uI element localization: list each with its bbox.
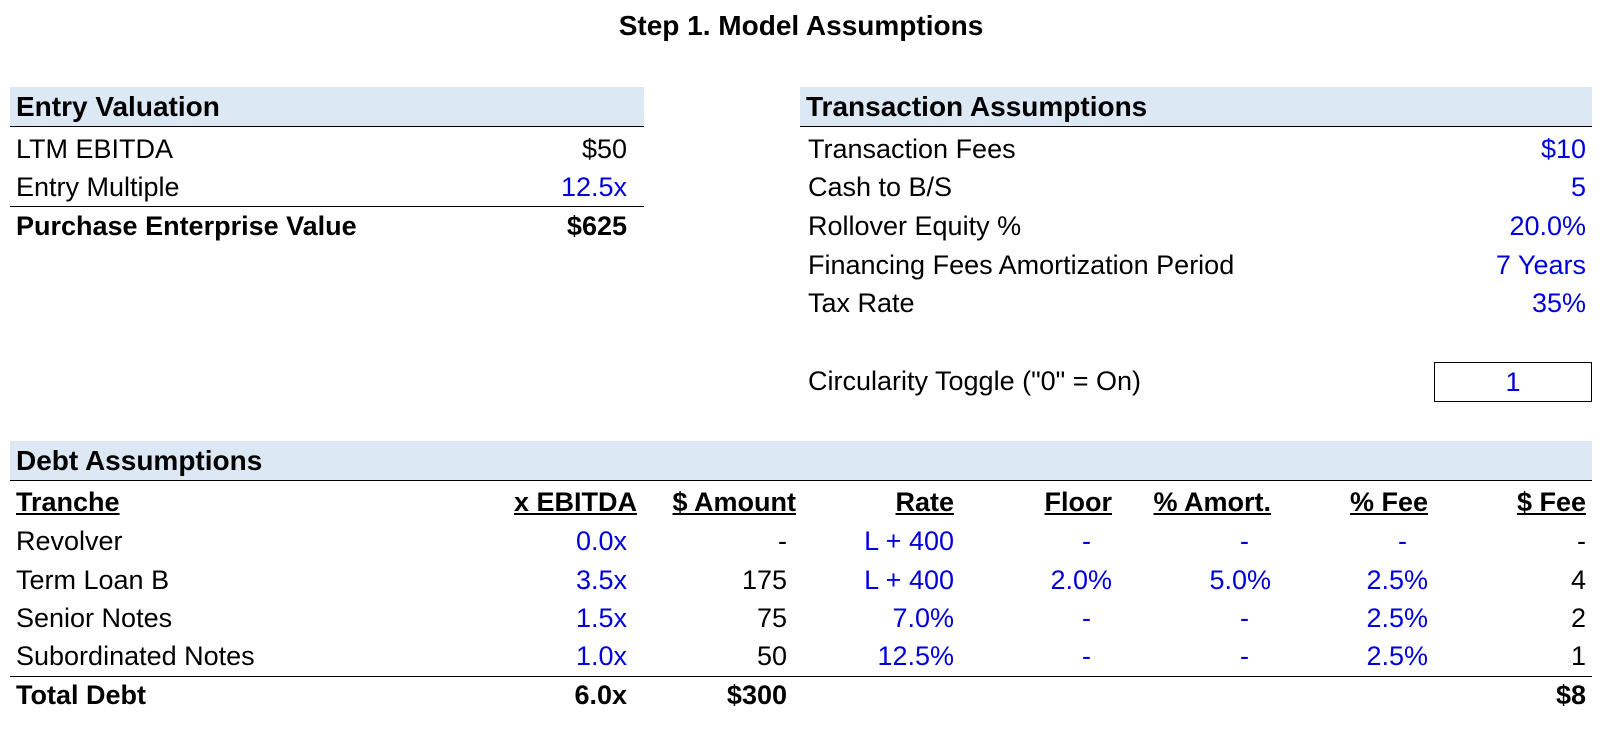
amort-cell[interactable]: - — [1240, 526, 1249, 556]
rate-cell[interactable]: 12.5% — [877, 641, 954, 671]
tax-rate-value[interactable]: 35% — [1531, 288, 1586, 318]
ltm-ebitda-label: LTM EBITDA — [16, 134, 174, 164]
tranche-name: Senior Notes — [16, 603, 173, 633]
total-debt-label: Total Debt — [16, 680, 146, 710]
circularity-toggle-label: Circularity Toggle ("0" = On) — [808, 366, 1142, 396]
cash-to-bs-label: Cash to B/S — [808, 172, 953, 202]
transaction-fees-value[interactable]: $10 — [1540, 134, 1586, 164]
page-title: Step 1. Model Assumptions — [618, 10, 984, 41]
entry-valuation-header — [10, 87, 644, 127]
x-ebitda-cell[interactable]: 3.5x — [575, 565, 627, 595]
total-amount: $300 — [726, 680, 787, 710]
fee-pct-cell[interactable]: 2.5% — [1366, 641, 1428, 671]
debt-assumptions-header — [10, 441, 1592, 481]
total-debt-divider — [10, 676, 1592, 677]
floor-cell[interactable]: - — [1082, 603, 1091, 633]
col-header-amort: % Amort. — [1153, 487, 1271, 517]
amount-cell: - — [778, 526, 787, 556]
transaction-assumptions-header-label: Transaction Assumptions — [806, 91, 1148, 122]
rate-cell[interactable]: L + 400 — [864, 526, 954, 556]
tranche-name: Term Loan B — [16, 565, 170, 595]
fee-cell: 4 — [1570, 565, 1586, 595]
total-x-ebitda: 6.0x — [574, 680, 627, 710]
transaction-fees-label: Transaction Fees — [808, 134, 1016, 164]
x-ebitda-cell[interactable]: 0.0x — [575, 526, 627, 556]
transaction-assumptions-header — [800, 87, 1592, 127]
col-header-rate: Rate — [895, 487, 954, 517]
floor-cell[interactable]: - — [1082, 526, 1091, 556]
financing-fees-period-label: Financing Fees Amortization Period — [808, 250, 1235, 280]
floor-cell[interactable]: 2.0% — [1050, 565, 1112, 595]
circularity-toggle-value[interactable]: 1 — [1505, 367, 1521, 397]
debt-assumptions-header-label: Debt Assumptions — [16, 445, 263, 476]
col-header-fee-pct: % Fee — [1349, 487, 1428, 517]
circularity-toggle-input[interactable] — [1434, 362, 1592, 402]
tranche-name: Subordinated Notes — [16, 641, 255, 671]
fee-pct-cell[interactable]: - — [1398, 526, 1407, 556]
ltm-ebitda-value: $50 — [581, 134, 627, 164]
financing-fees-period-value[interactable]: 7 Years — [1495, 250, 1586, 280]
col-header-floor: Floor — [1044, 487, 1112, 517]
fee-pct-cell[interactable]: 2.5% — [1366, 565, 1428, 595]
rollover-equity-label: Rollover Equity % — [808, 211, 1022, 241]
amount-cell: 75 — [756, 603, 787, 633]
tranche-name: Revolver — [16, 526, 123, 556]
tax-rate-label: Tax Rate — [808, 288, 915, 318]
amount-cell: 50 — [756, 641, 787, 671]
floor-cell[interactable]: - — [1082, 641, 1091, 671]
rate-cell[interactable]: 7.0% — [892, 603, 954, 633]
purchase-ev-value: $625 — [566, 211, 627, 241]
fee-cell: 2 — [1570, 603, 1586, 633]
purchase-ev-label: Purchase Enterprise Value — [16, 211, 357, 241]
entry-multiple-label: Entry Multiple — [16, 172, 180, 202]
x-ebitda-cell[interactable]: 1.5x — [575, 603, 627, 633]
amount-cell: 175 — [741, 565, 787, 595]
amort-cell[interactable]: - — [1240, 641, 1249, 671]
col-header-tranche: Tranche — [16, 487, 120, 517]
entry-valuation-header-label: Entry Valuation — [16, 91, 220, 122]
rollover-equity-value[interactable]: 20.0% — [1509, 211, 1586, 241]
amort-cell[interactable]: - — [1240, 603, 1249, 633]
total-fee: $8 — [1555, 680, 1586, 710]
amort-cell[interactable]: 5.0% — [1209, 565, 1271, 595]
fee-pct-cell[interactable]: 2.5% — [1366, 603, 1428, 633]
entry-multiple-value[interactable]: 12.5x — [560, 172, 627, 202]
col-header-amount: $ Amount — [672, 487, 796, 517]
cash-to-bs-value[interactable]: 5 — [1570, 172, 1586, 202]
col-header-x-ebitda: x EBITDA — [513, 487, 637, 517]
fee-cell: 1 — [1570, 641, 1586, 671]
rate-cell[interactable]: L + 400 — [864, 565, 954, 595]
fee-cell: - — [1577, 526, 1586, 556]
x-ebitda-cell[interactable]: 1.0x — [575, 641, 627, 671]
col-header-fee: $ Fee — [1516, 487, 1586, 517]
